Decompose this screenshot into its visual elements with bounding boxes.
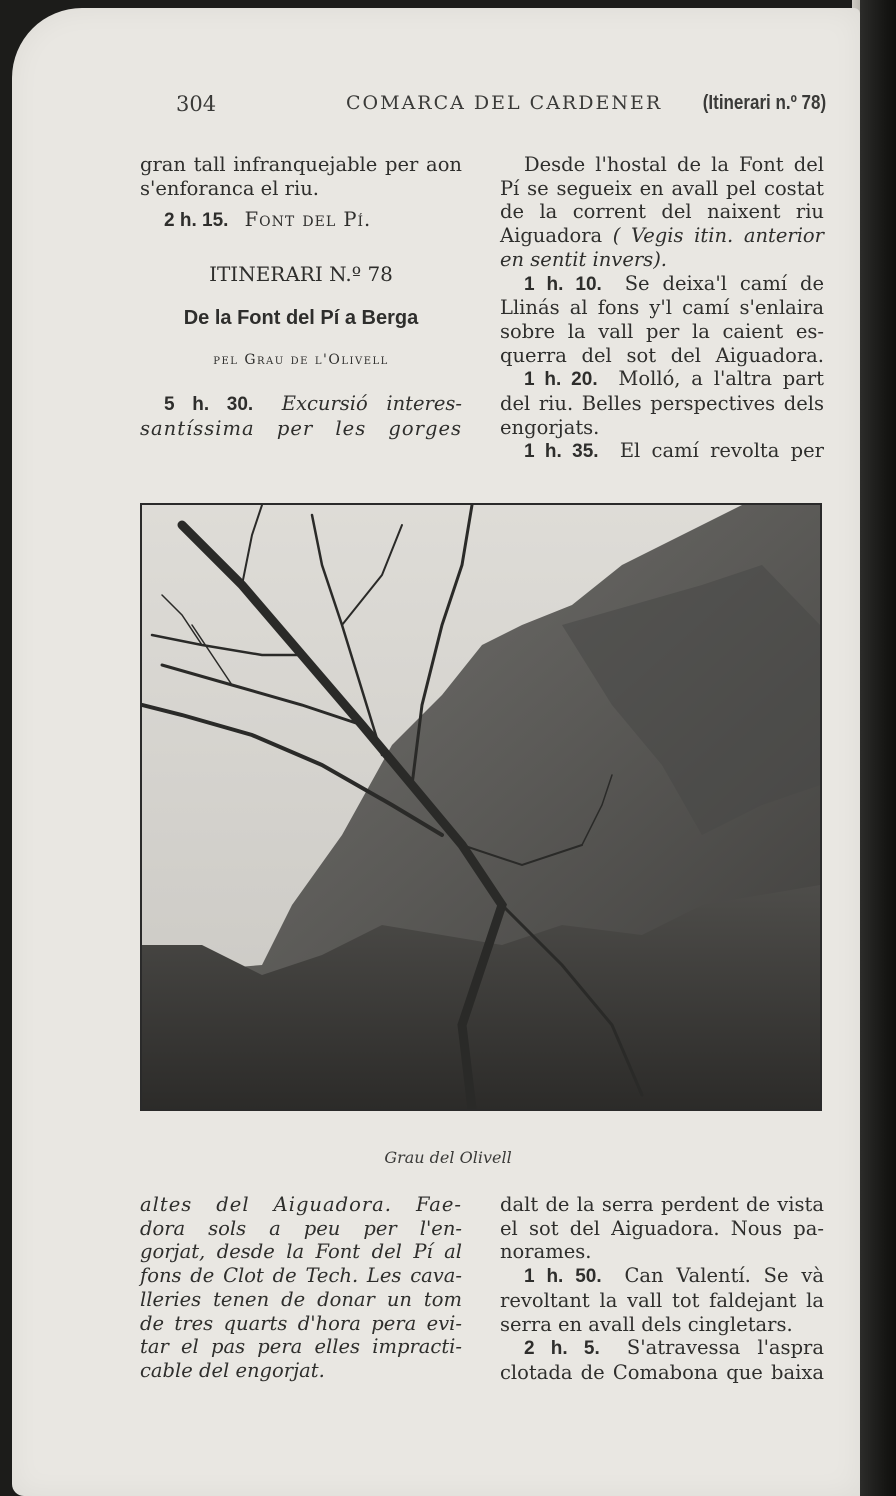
time-text: S'atravessa l'aspra <box>626 1336 824 1360</box>
text-line <box>500 224 824 248</box>
text-line: s'enforanca el riu. <box>140 176 319 200</box>
text-line: altes del Aiguadora. Fae- <box>140 1193 462 1216</box>
text-line: engorjats. <box>500 415 600 439</box>
book-spine <box>860 0 896 1496</box>
text-line: Desde l'hostal de la Font del <box>524 153 824 176</box>
time-text: Molló, a l'altra part <box>618 367 824 391</box>
time-entry <box>500 367 824 392</box>
itinerary-heading: ITINERARI N.º 78 <box>209 262 393 287</box>
itinerary-reference: (Itinerari n.º 78) <box>702 92 826 114</box>
text-line: fons de Clot de Tech. Les cava- <box>140 1264 462 1288</box>
text-line: querra del sot del Aiguadora. <box>500 343 824 367</box>
time-label: 1 h. 20. <box>524 369 598 391</box>
time-label: 1 h. 50. <box>524 1266 602 1288</box>
text-fragment: ( Vegis itin. anterior <box>612 224 824 248</box>
time-text: El camí revolta per <box>619 439 824 463</box>
right-column-bottom <box>500 1193 824 1385</box>
text-line: cable del engorjat. <box>140 1358 325 1382</box>
time-entry <box>140 208 462 233</box>
route-title: De la Font del Pí a Berga <box>183 306 419 329</box>
place-name: Font del Pí. <box>244 208 372 232</box>
right-column-top <box>500 153 824 464</box>
text-line: serra en avall dels cingletars. <box>500 1312 793 1336</box>
time-label: 1 h. 10. <box>524 273 602 295</box>
text-line: del riu. Belles perspectives dels <box>500 392 824 416</box>
text-line: santíssima per les gorges <box>140 416 462 440</box>
gorge-photo <box>142 505 820 1109</box>
photograph <box>140 503 822 1111</box>
time-entry <box>500 1336 824 1361</box>
text-line: gorjat, desde la Font del Pí al <box>140 1240 462 1264</box>
time-entry <box>140 392 462 417</box>
time-entry <box>500 1264 824 1289</box>
route-via: pel Grau de l'Olivell <box>213 351 389 368</box>
text-line: tar el pas pera elles impracti- <box>140 1335 462 1359</box>
text-line: dalt de la serra perdent de vista <box>500 1193 824 1216</box>
time-text: Can Valentí. Se và <box>624 1264 825 1288</box>
text-line: Pí se segueix en avall pel costat <box>500 176 824 200</box>
page-number: 304 <box>176 92 217 116</box>
text-line: revoltant la vall tot faldejant la <box>500 1288 824 1312</box>
description: Excursió interes- <box>281 392 462 416</box>
photo-caption: Grau del Olivell <box>384 1148 512 1167</box>
time-label: 5 h. 30. <box>164 394 254 416</box>
text-line: de la corrent del naixent riu <box>500 200 824 224</box>
text-line: Llinás al fons y'l camí s'enlaira <box>500 296 824 320</box>
time-label: 1 h. 35. <box>524 441 599 463</box>
time-label: 2 h. 15. <box>164 210 229 232</box>
text-fragment: Aiguadora <box>500 224 603 248</box>
text-line: norames. <box>500 1240 592 1264</box>
text-line: sobre la vall per la caient es- <box>500 319 824 343</box>
text-line: lleries tenen de donar un tom <box>140 1287 462 1311</box>
text-line: el sot del Aiguadora. Nous pa- <box>500 1216 824 1240</box>
text-line: en sentit invers). <box>500 247 667 271</box>
time-entry <box>500 272 824 297</box>
text-line: gran tall infranquejable per aon <box>140 153 462 176</box>
page-header <box>176 92 826 122</box>
text-line: dora sols a peu per l'en- <box>140 1216 462 1240</box>
left-column-top <box>140 153 462 441</box>
time-label: 2 h. 5. <box>524 1338 600 1360</box>
text-line: de tres quarts d'hora pera evi- <box>140 1311 462 1335</box>
left-column-bottom <box>140 1193 462 1383</box>
time-entry <box>500 439 824 464</box>
running-title: COMARCA DEL CARDENER <box>346 92 663 114</box>
time-text: Se deixa'l camí de <box>624 271 825 295</box>
text-line: clotada de Comabona que baixa <box>500 1360 824 1384</box>
